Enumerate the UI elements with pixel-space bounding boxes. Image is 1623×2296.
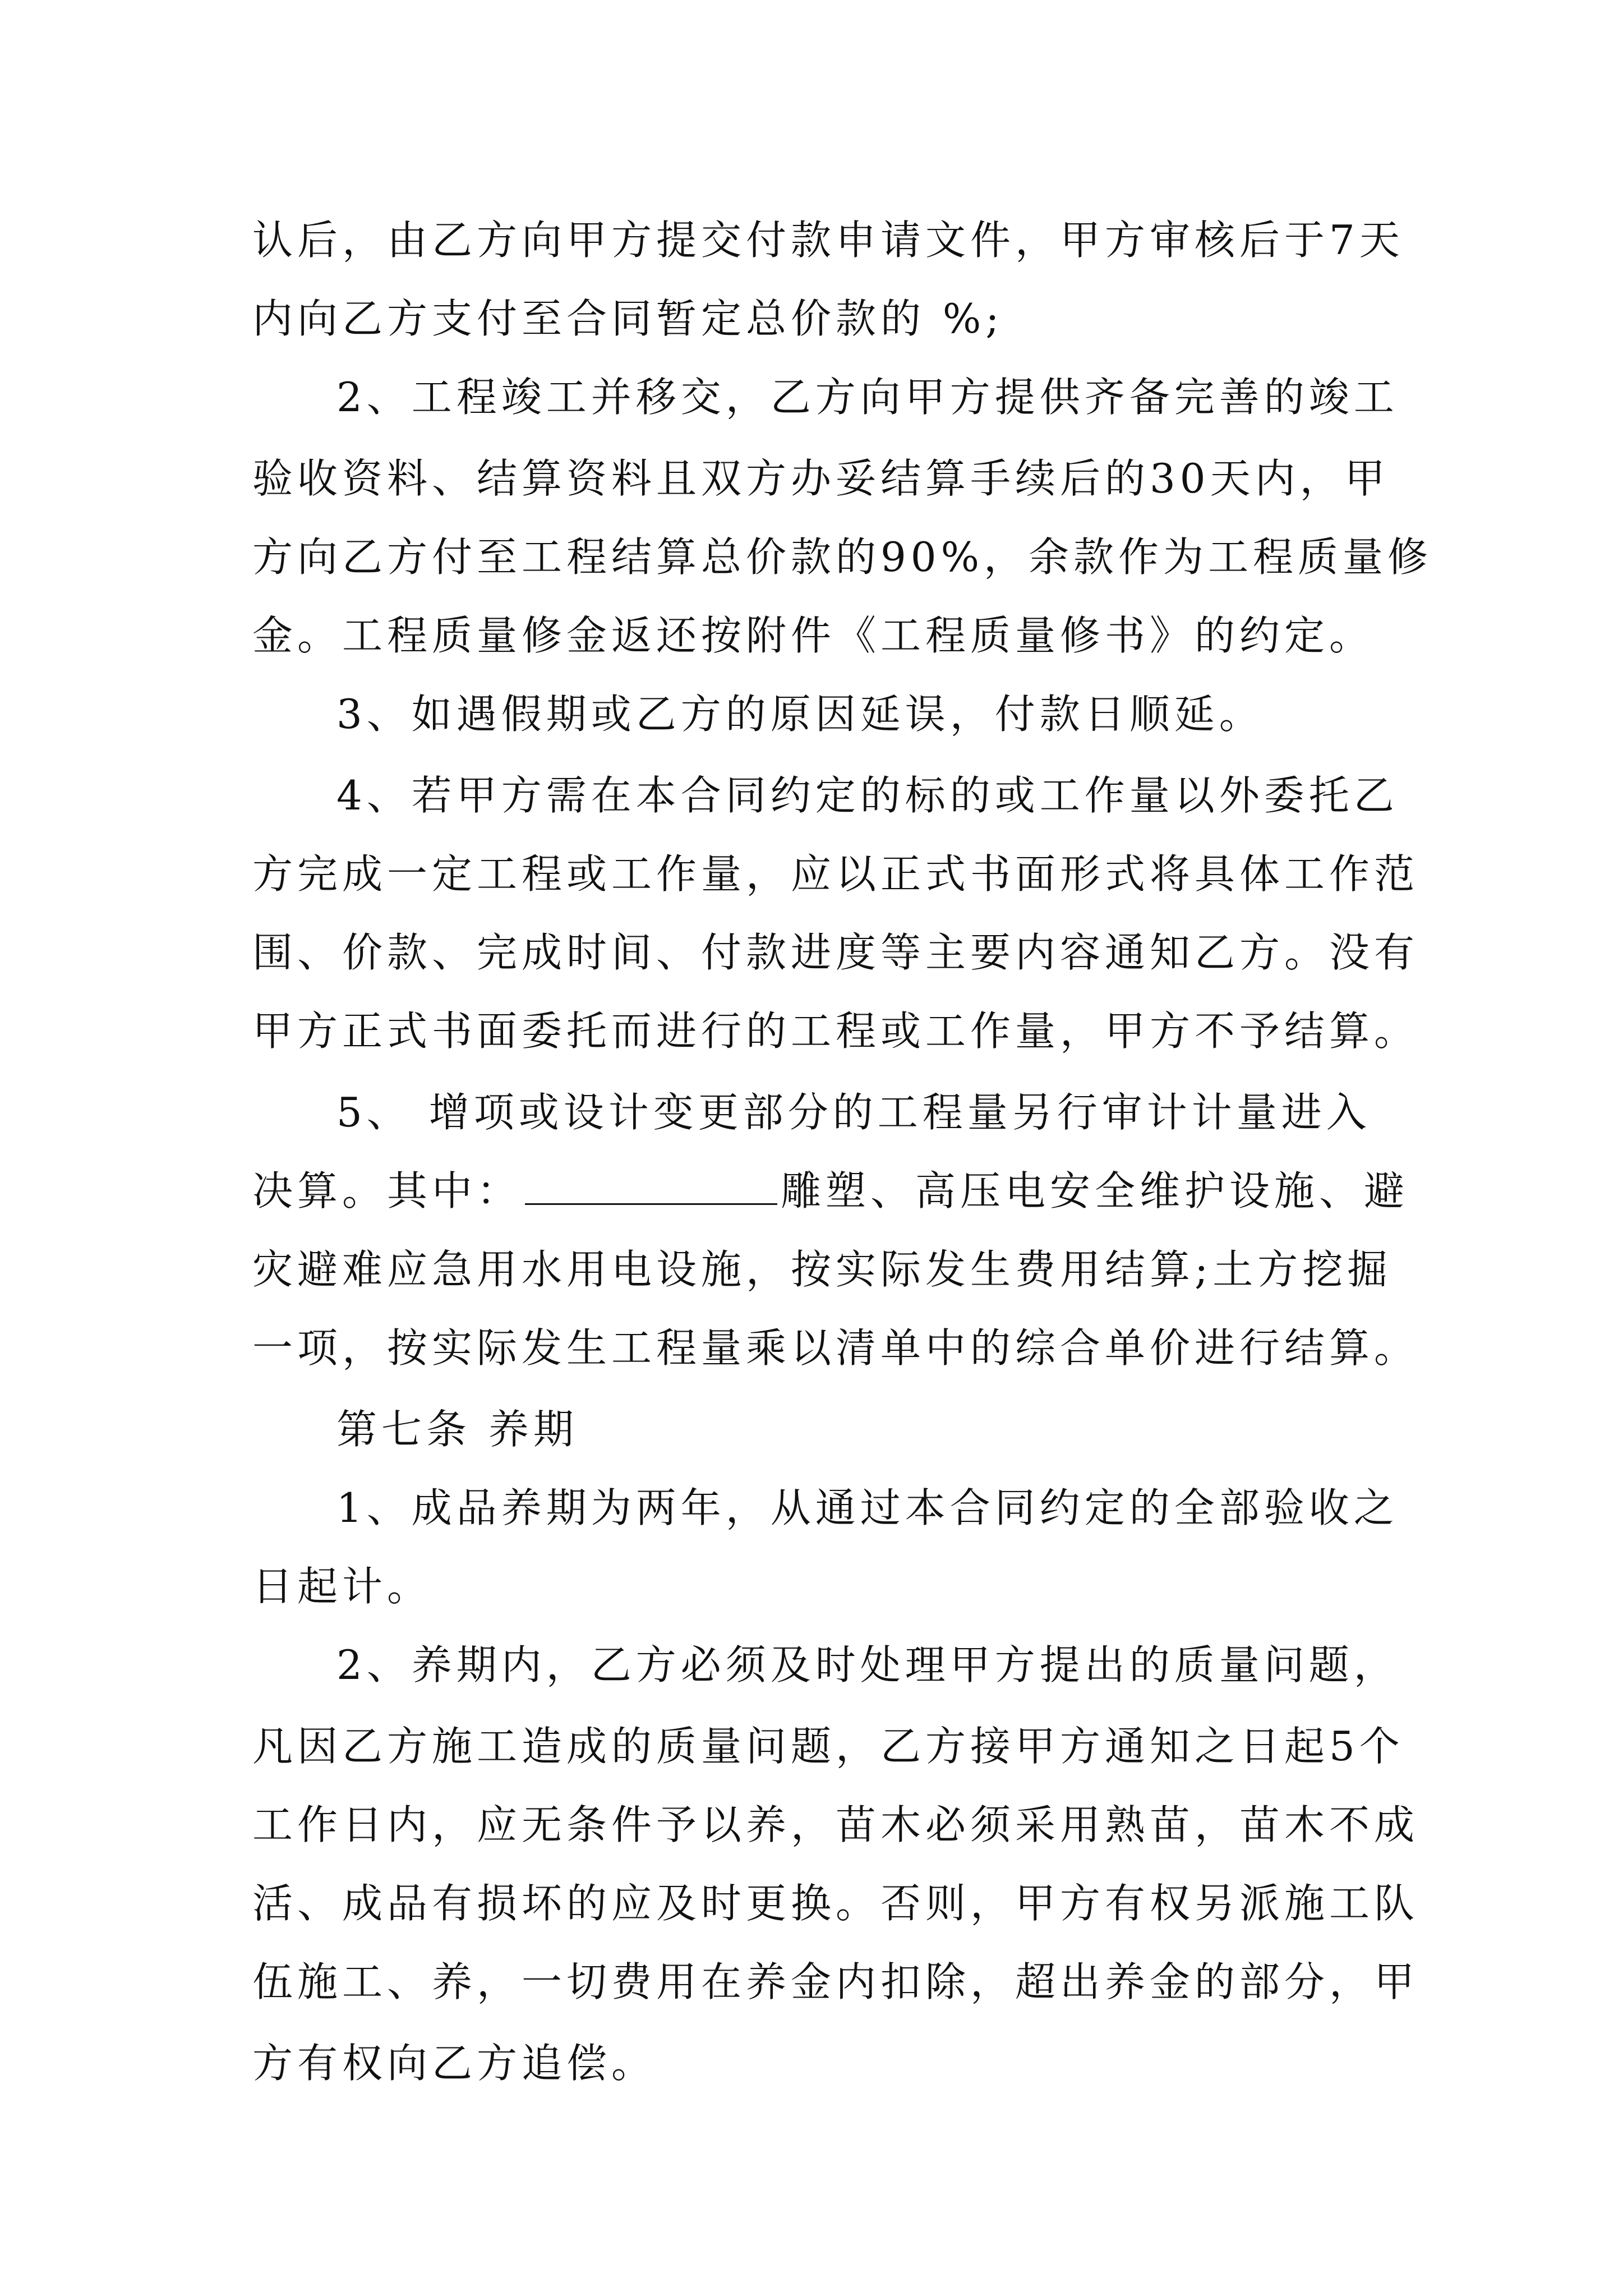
text-line: 验收资料、结算资料且双方办妥结算手续后的30天内，甲: [252, 455, 1390, 502]
text-line: 1、成品养期为两年，从通过本合同约定的全部验收之: [336, 1484, 1399, 1531]
section-heading: 第七条 养期: [336, 1406, 578, 1453]
text-line: 灾避难应急用水用电设施，按实际发生费用结算;土方挖掘: [252, 1246, 1393, 1293]
text-line: 一项，按实际发生工程量乘以清单中的综合单价进行结算。: [252, 1324, 1419, 1372]
text-line-with-blank: [252, 1164, 1409, 1218]
text-line: 甲方正式书面委托而进行的工程或工作量，甲方不予结算。: [252, 1007, 1419, 1055]
fill-in-blank: [525, 1170, 777, 1205]
text-line: 方完成一定工程或工作量，应以正式书面形式将具体工作范: [252, 850, 1419, 898]
text-line: 日起计。: [252, 1563, 432, 1610]
text-line: 围、价款、完成时间、付款进度等主要内容通知乙方。没有: [252, 929, 1419, 976]
text-line: 3、如遇假期或乙方的原因延误，付款日顺延。: [336, 691, 1264, 738]
text-line: 方向乙方付至工程结算总价款的90%，余款作为工程质量修: [252, 533, 1433, 581]
text-line: 工作日内，应无条件予以养，苗木必须采用熟苗，苗木不成: [252, 1801, 1419, 1848]
text-before-blank: 决算。其中：: [252, 1167, 522, 1214]
text-line: 认后，由乙方向甲方提交付款申请文件，甲方审核后于7天: [252, 217, 1404, 264]
text-line: 4、若甲方需在本合同约定的标的或工作量以外委托乙: [336, 772, 1399, 819]
text-after-blank: 雕塑、高压电安全维护设施、避: [781, 1167, 1409, 1214]
text-line: 凡因乙方施工造成的质量问题，乙方接甲方通知之日起5个: [252, 1723, 1404, 1770]
text-line: 金。工程质量修金返还按附件《工程质量修书》的约定。: [252, 612, 1375, 659]
text-line: 内向乙方支付至合同暂定总价款的 %;: [252, 295, 1004, 342]
text-line: 活、成品有损坏的应及时更换。否则，甲方有权另派施工队: [252, 1880, 1419, 1927]
text-line: 2、工程竣工并移交，乙方向甲方提供齐备完善的竣工: [336, 374, 1399, 421]
text-line: 方有权向乙方追偿。: [252, 2040, 657, 2087]
text-line: 5、 增项或设计变更部分的工程量另行审计计量进入: [336, 1089, 1371, 1136]
text-line: 伍施工、养，一切费用在养金内扣除，超出养金的部分，甲: [252, 1958, 1419, 2005]
text-line: 2、养期内，乙方必须及时处理甲方提出的质量问题，: [336, 1641, 1399, 1688]
